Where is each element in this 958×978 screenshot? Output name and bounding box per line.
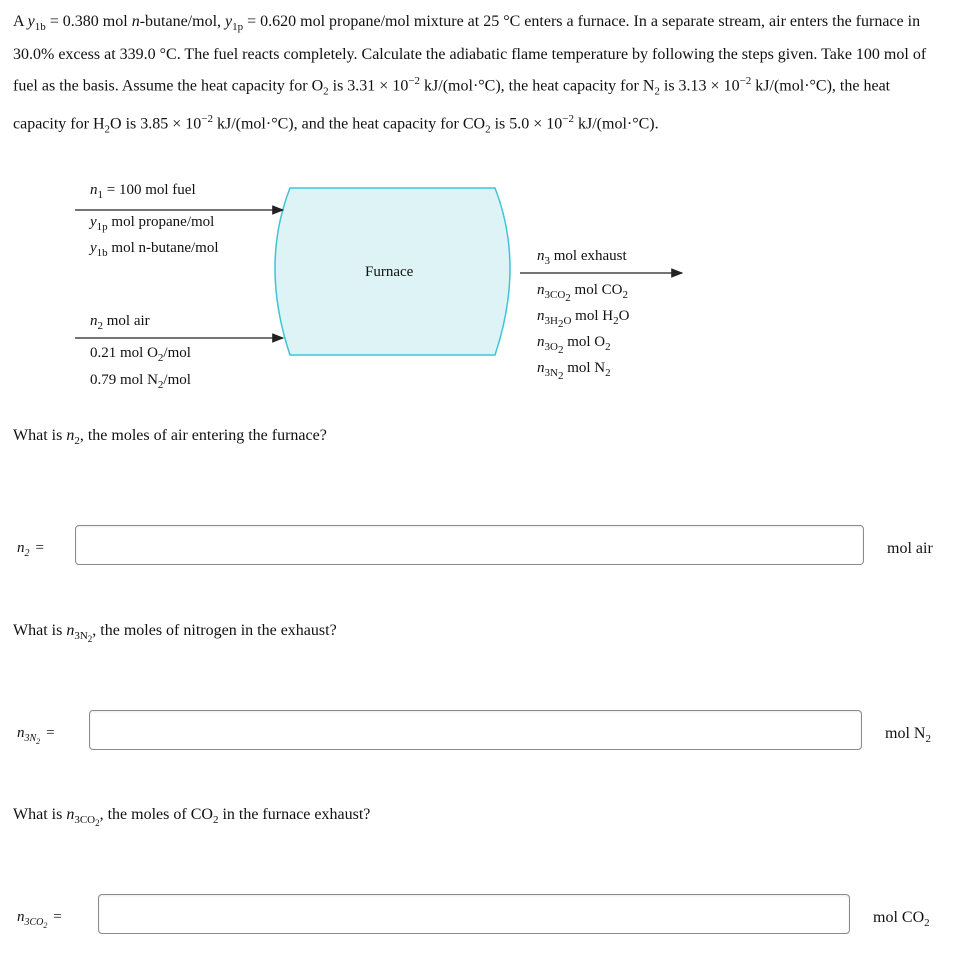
exhaust-n3-label: $n_3$ mol exhaust xyxy=(537,248,627,267)
answer-1-unit: mol air xyxy=(887,540,933,557)
fuel-yp-label: $y_{1p}$ mol propane/mol xyxy=(90,214,215,233)
furnace-label: Furnace xyxy=(365,264,414,280)
exhaust-h2o-label: $n_{3H_2O}$ mol $H_2O$ xyxy=(537,308,630,331)
answer-3-variable: $n_{3CO_2}=$ xyxy=(17,909,62,930)
problem-statement: A $y_{1b} = 0.380$ mol n-butane/mol, $y_{1p} = 0.620$ mol propane/mol mixture at 25 °C enters a furnace. In a separate stream, air enters the furnace in 30.0% excess at 339.0 °C. The fuel reacts completely. Calculate the adiabatic flame temperature by following the steps given. Take 100 mol of fuel as the basis. Assume the heat capacity for $O_2$ is $3.31 \times 10^{-2}$ kJ/(mol·°C), the heat capacity for $N_2$ is $3.13 \times 10^{-2}$ kJ/(mol·°C), the heat capacity for $H_2O$ is $3.85 \times 10^{-2}$ kJ/(mol·°C), and the heat capacity for $CO_2$ is $5.0 \times 10^{-2}$ kJ/(mol·°C). xyxy=(13,13,927,136)
exhaust-n2-label: $n_{3N_2}$ mol $N_2$ xyxy=(537,360,611,383)
question-1: What is $n_2$, the moles of air entering the furnace? xyxy=(13,427,327,448)
answer-1-input[interactable] xyxy=(75,525,864,565)
answer-3-unit: mol $CO_2$ xyxy=(873,909,930,930)
air-n2-label: $n_2$ mol air xyxy=(90,313,150,332)
question-2: What is $n_{3N_2}$, the moles of nitrogen in the exhaust? xyxy=(13,622,337,645)
fuel-yb-label: $y_{1b}$ mol n-butane/mol xyxy=(90,240,219,259)
exhaust-co2-label: $n_{3CO_2}$ mol $CO_2$ xyxy=(537,282,628,305)
air-n2-fraction-label: 0.79 mol $N_2$/mol xyxy=(90,372,191,391)
question-3: What is $n_{3CO_2}$, the moles of $CO_2$ in the furnace exhaust? xyxy=(13,806,371,829)
exhaust-o2-label: $n_{3O_2}$ mol $O_2$ xyxy=(537,334,611,357)
answer-2-input[interactable] xyxy=(89,710,862,750)
answer-2-unit: mol $N_2$ xyxy=(885,725,931,746)
air-o2-label: 0.21 mol $O_2$/mol xyxy=(90,345,191,364)
fuel-n1-label: $n_1 = 100$ mol fuel xyxy=(90,182,196,201)
process-flow-diagram xyxy=(0,170,958,410)
answer-2-variable: $n_{3N_2}=$ xyxy=(17,725,55,746)
answer-1-variable: $n_2$ = xyxy=(17,540,44,559)
answer-3-input[interactable] xyxy=(98,894,850,934)
